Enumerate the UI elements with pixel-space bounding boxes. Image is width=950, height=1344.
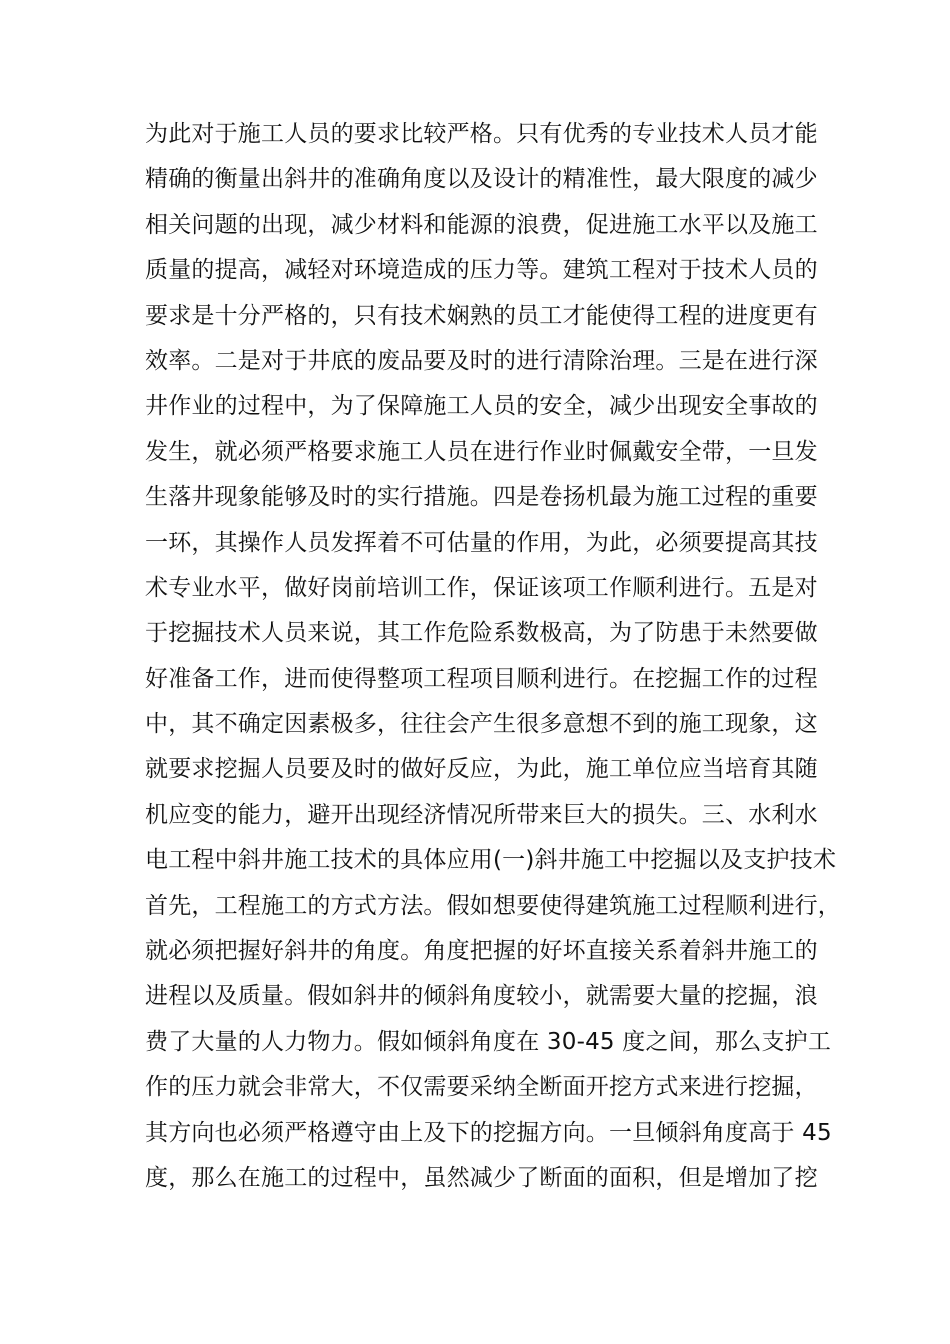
text-line: 就要求挖掘人员要及时的做好反应，为此，施工单位应当培育其随 <box>145 756 818 783</box>
text-line: 效率。二是对于井底的废品要及时的进行清除治理。三是在进行深 <box>145 347 818 374</box>
text-line: 费了大量的人力物力。假如倾斜角度在 30-45 度之间，那么支护工 <box>145 1028 832 1055</box>
text-line: 质量的提高，减轻对环境造成的压力等。建筑工程对于技术人员的 <box>145 257 818 284</box>
text-line: 中，其不确定因素极多，往往会产生很多意想不到的施工现象，这 <box>145 711 818 738</box>
text-line: 一环，其操作人员发挥着不可估量的作用，为此，必须要提高其技 <box>145 529 818 556</box>
text-line: 发生，就必须严格要求施工人员在进行作业时佩戴安全带，一旦发 <box>145 438 818 465</box>
text-line: 要求是十分严格的，只有技术娴熟的员工才能使得工程的进度更有 <box>145 302 818 329</box>
text-line: 电工程中斜井施工技术的具体应用(一)斜井施工中挖掘以及支护技术 <box>145 847 837 874</box>
body-paragraph <box>145 112 841 1201</box>
text-line: 作的压力就会非常大，不仅需要采纳全断面开挖方式来进行挖掘， <box>145 1074 818 1101</box>
text-line: 井作业的过程中，为了保障施工人员的安全，减少出现安全事故的 <box>145 393 818 420</box>
text-line: 生落井现象能够及时的实行措施。四是卷扬机最为施工过程的重要 <box>145 484 818 511</box>
text-line: 机应变的能力，避开出现经济情况所带来巨大的损失。三、水利水 <box>145 801 818 828</box>
text-line: 就必须把握好斜井的角度。角度把握的好坏直接关系着斜井施工的 <box>145 938 818 965</box>
text-line: 好准备工作，进而使得整项工程项目顺利进行。在挖掘工作的过程 <box>145 665 818 692</box>
text-line: 为此对于施工人员的要求比较严格。只有优秀的专业技术人员才能 <box>145 121 818 147</box>
text-line: 精确的衡量出斜井的准确角度以及设计的精准性，最大限度的减少 <box>145 166 818 193</box>
text-line: 相关问题的出现，减少材料和能源的浪费，促进施工水平以及施工 <box>145 211 818 238</box>
text-line: 术专业水平，做好岗前培训工作，保证该项工作顺利进行。五是对 <box>145 574 818 601</box>
text-line: 进程以及质量。假如斜井的倾斜角度较小，就需要大量的挖掘，浪 <box>145 983 818 1010</box>
text-line: 其方向也必须严格遵守由上及下的挖掘方向。一旦倾斜角度高于 45 <box>145 1119 832 1146</box>
text-line: 首先，工程施工的方式方法。假如想要使得建筑施工过程顺利进行， <box>145 892 841 919</box>
text-line: 度，那么在施工的过程中，虽然减少了断面的面积，但是增加了挖 <box>145 1164 818 1191</box>
text-line: 于挖掘技术人员来说，其工作危险系数极高，为了防患于未然要做 <box>145 620 818 647</box>
